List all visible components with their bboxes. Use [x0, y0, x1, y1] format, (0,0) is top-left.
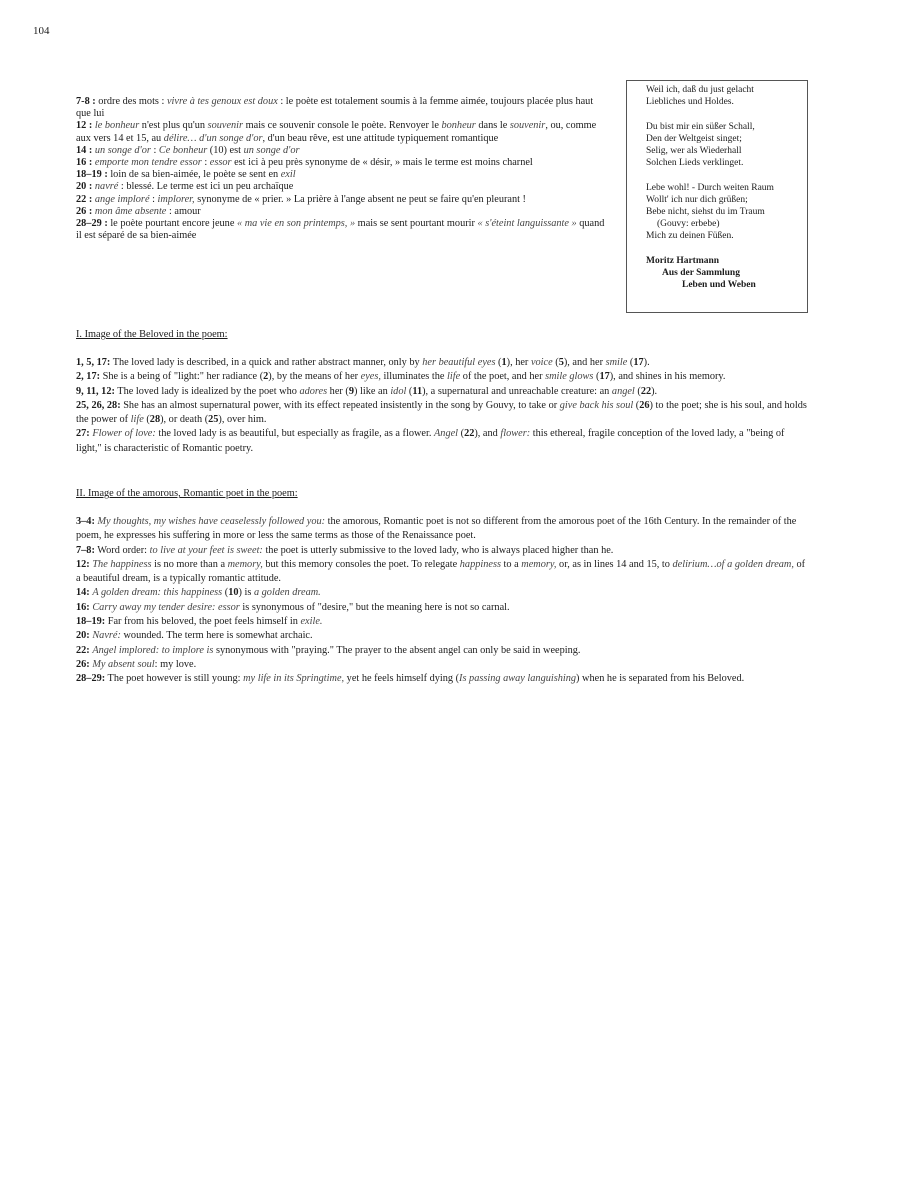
line-reference: 18–19:: [76, 616, 106, 628]
note-emphasis: life: [447, 371, 461, 383]
note-emphasis: le bonheur: [94, 120, 140, 132]
note-emphasis: Ce bonheur: [158, 144, 208, 156]
note-emphasis: A golden dream: this happiness: [92, 587, 223, 599]
section-heading-beloved: I. Image of the Beloved in the poem:: [76, 329, 228, 340]
note-emphasis: my life in its Springtime,: [243, 673, 345, 685]
note-emphasis: memory,: [521, 558, 557, 570]
line-number: 11: [412, 385, 423, 397]
poem-line: Den der Weltgeist singet;: [646, 133, 742, 144]
line-reference: 28–29 :: [76, 218, 108, 230]
line-reference: 14 :: [76, 144, 93, 156]
line-number: 17: [599, 371, 610, 383]
poem-author: Moritz Hartmann: [646, 255, 720, 266]
note: 1, 5, 17: The loved lady is described, in a quick and rather abstract manner, only by her beautiful eyes (1), her voice (5), and her smile (17).: [76, 357, 650, 368]
line-reference: 3–4:: [76, 516, 95, 527]
note: 16 : emporte mon tendre essor : essor est ici à peu près synonyme de « désir, » mais le terme est moins charnel: [76, 157, 533, 169]
line-reference: 26 :: [76, 205, 93, 217]
line-reference: 16:: [76, 601, 90, 613]
note-emphasis: The happiness: [92, 558, 152, 570]
line-reference: 12:: [76, 558, 90, 570]
note: 18–19 : loin de sa bien-aimée, le poète se sent en exil: [76, 169, 296, 181]
poem-stanza: [646, 182, 801, 243]
note: 9, 11, 12: The loved lady is idealized by the poet who adores her (9) like an idol (11), a supernatural and unreachable creature: an angel (22).: [76, 385, 658, 397]
line-reference: 22:: [76, 644, 90, 656]
poem-line: Mich zu deinen Füßen.: [646, 231, 734, 242]
note-emphasis: Flower of love:: [92, 428, 156, 440]
line-reference: 2, 17:: [76, 371, 101, 383]
note: 12 : le bonheur n'est plus qu'un souvenir mais ce souvenir console le poète. Renvoyer le bonheur dans le souvenir, ou, comme aux vers 14 et 15, au délire… d'un songe d'or, d'un beau rêve, est une attitude typiquement romantique: [76, 120, 597, 144]
line-number: 5: [558, 357, 564, 368]
note-emphasis: happiness: [459, 558, 501, 570]
note: 12: The happiness is no more than a memory, but this memory consoles the poet. To relegate happiness to a memory, or, as in lines 14 and 15, to delirium…of a golden dream, of a beautiful dream, is a typically romantic attitude.: [76, 558, 806, 585]
line-reference: 9, 11, 12:: [76, 385, 115, 397]
line-number: 25: [208, 414, 219, 426]
note-emphasis: voice: [530, 357, 553, 368]
line-reference: 22 :: [76, 193, 93, 205]
note: 16: Carry away my tender desire: essor is synonymous of "desire," but the meaning here is not so carnal.: [76, 601, 510, 613]
note-emphasis: My thoughts, my wishes have ceaselessly followed you:: [97, 516, 326, 527]
note-emphasis: un songe d'or: [243, 144, 300, 156]
note-emphasis: Navré:: [92, 630, 121, 642]
line-reference: 28–29:: [76, 673, 106, 685]
poem-stanza: [646, 84, 801, 108]
line-number: 9: [348, 385, 354, 397]
note-emphasis: navré: [94, 181, 119, 193]
line-reference: 7-8 :: [76, 96, 96, 107]
note: 20: Navré: wounded. The term here is somewhat archaic.: [76, 630, 313, 642]
french-notes: [76, 96, 606, 242]
line-reference: 26:: [76, 658, 90, 670]
page-number: 104: [33, 25, 50, 37]
note-emphasis: idol: [390, 385, 407, 397]
note-emphasis: eyes,: [360, 371, 381, 383]
note: 7-8 : ordre des mots : vivre à tes genoux est doux : le poète est totalement soumis à la femme aimée, toujours placée plus haut que lui: [76, 96, 594, 120]
note: 18–19: Far from his beloved, the poet feels himself in exile.: [76, 616, 323, 628]
note: 26 : mon âme absente : amour: [76, 205, 201, 217]
note-emphasis: My absent soul: [92, 658, 155, 670]
note: 2, 17: She is a being of "light:" her radiance (2), by the means of her eyes, illuminates the life of the poet, and her smile glows (17), and shines in his memory.: [76, 371, 726, 383]
poem-line: Liebliches und Holdes.: [646, 97, 734, 108]
poem-line-variant: (Gouvy: erbebe): [657, 219, 720, 230]
line-number: 22: [464, 428, 475, 440]
note-emphasis: flower:: [500, 428, 531, 440]
note-emphasis: Carry away my tender desire: essor: [92, 601, 240, 613]
note-emphasis: her beautiful eyes: [422, 357, 496, 368]
note-emphasis: Angel: [434, 428, 459, 440]
poem-line: Selig, wer als Wiederhall: [646, 146, 742, 156]
note: 22 : ange imploré : implorer, synonyme de « prier. » La prière à l'ange absent ne peut se faire qu'en pleurant !: [76, 193, 526, 205]
note-emphasis: bonheur: [441, 120, 476, 132]
poem-collection-label: Aus der Sammlung: [662, 268, 740, 278]
note: 28–29 : le poète pourtant encore jeune « ma vie en son printemps, » mais se sent pourtant mourir « s'éteint languissante » quand il est séparé de sa bien-aimée: [76, 218, 605, 242]
note-emphasis: « s'éteint languissante »: [477, 218, 577, 230]
poem-line: Bebe nicht, siehst du im Traum: [646, 207, 765, 217]
line-reference: 27:: [76, 428, 90, 440]
section-heading-poet: II. Image of the amorous, Romantic poet in the poem:: [76, 488, 298, 499]
note: 20 : navré : blessé. Le terme est ici un peu archaïque: [76, 181, 294, 193]
line-number: 1: [501, 357, 507, 368]
note-emphasis: exil: [280, 169, 296, 181]
line-number: 22: [640, 385, 652, 397]
line-reference: 18–19 :: [76, 169, 108, 181]
note-emphasis: smile glows: [545, 371, 594, 383]
line-reference: 20:: [76, 630, 90, 642]
line-reference: 1, 5, 17:: [76, 357, 111, 368]
note-emphasis: a golden dream.: [253, 587, 321, 599]
note-emphasis: « ma vie en son printemps, »: [236, 218, 356, 230]
note: 14: A golden dream: this happiness (10) is a golden dream.: [76, 587, 321, 599]
note-emphasis: mon âme absente: [94, 205, 167, 217]
line-reference: 7–8:: [76, 544, 95, 556]
note: 26: My absent soul: my love.: [76, 658, 197, 670]
line-reference: 20 :: [76, 181, 93, 193]
poet-notes: [76, 515, 810, 687]
note-emphasis: give back his soul: [559, 399, 634, 411]
note: 22: Angel implored: to implore is synonymous with "praying." The prayer to the absent angel can only be said in weeping.: [76, 644, 581, 656]
note-emphasis: adores: [299, 385, 328, 397]
poem-line: Weil ich, daß du just gelacht: [646, 85, 754, 95]
note-emphasis: Is passing away languishing: [459, 673, 577, 685]
note: 25, 26, 28: She has an almost supernatural power, with its effect repeated insistently in the song by Gouvy, to take or give back his soul (26) to the poet; she is his soul, and holds the power of life (28), or death (25), over him.: [76, 399, 807, 426]
beloved-notes: [76, 356, 810, 456]
line-number: 28: [149, 414, 161, 426]
note: 14 : un songe d'or : Ce bonheur (10) est un songe d'or: [76, 144, 300, 156]
poem-line: Du bist mir ein süßer Schall,: [646, 121, 755, 132]
note: 27: Flower of love: the loved lady is as beautiful, but especially as fragile, as a flower. Angel (22), and flower: this ethereal, fragile conception of the loved lady, a "being of light," is characteristic of Romantic poetry.: [76, 428, 785, 454]
note-emphasis: delirium…of a golden dream,: [672, 558, 794, 570]
note-emphasis: Angel implored: to implore is: [92, 644, 214, 656]
note-emphasis: vivre à tes genoux est doux: [166, 96, 278, 107]
note-emphasis: smile: [605, 357, 628, 368]
note-emphasis: emporte mon tendre essor: [94, 157, 202, 169]
note: 28–29: The poet however is still young: my life in its Springtime, yet he feels himself dying (Is passing away languishing) when he is separated from his Beloved.: [76, 673, 745, 685]
note-emphasis: souvenir: [509, 120, 546, 132]
poem-stanza: [646, 121, 801, 170]
line-number: 2: [263, 371, 269, 383]
note: 7–8: Word order: to live at your feet is sweet: the poet is utterly submissive to the loved lady, who is always placed higher than he.: [76, 544, 614, 556]
poem-collection-title: Leben und Weben: [682, 280, 756, 291]
line-reference: 14:: [76, 587, 90, 599]
line-number: 10: [228, 587, 239, 599]
line-reference: 25, 26, 28:: [76, 399, 121, 411]
note-emphasis: to live at your feet is sweet:: [149, 544, 263, 556]
note-emphasis: ange imploré: [94, 193, 150, 205]
poem-line: Wollt' ich nur dich grüßen;: [646, 194, 748, 205]
note-emphasis: life: [130, 414, 144, 426]
poem-line: Solchen Lieds verklinget.: [646, 158, 744, 169]
note-emphasis: implorer,: [157, 193, 195, 205]
poem-line: Lebe wohl! - Durch weiten Raum: [646, 182, 774, 193]
note-emphasis: angel: [611, 385, 635, 397]
note-emphasis: essor: [209, 157, 232, 169]
note-emphasis: souvenir: [207, 120, 244, 132]
line-number: 17: [633, 357, 644, 368]
note-emphasis: memory,: [227, 558, 263, 570]
line-reference: 12 :: [76, 120, 93, 132]
note: 3–4: My thoughts, my wishes have ceaselessly followed you: the amorous, Romantic poet is not so different from the amorous poet of the 16th Century. In the remainder of the poem, he expresses his suffering in more or less the same terms as those of the Renaissance poet.: [76, 516, 797, 542]
line-reference: 16 :: [76, 157, 93, 169]
note-emphasis: exile.: [300, 616, 323, 628]
poem-box: [626, 80, 808, 313]
line-number: 26: [639, 399, 650, 411]
note-emphasis: délire… d'un songe d'or: [163, 132, 263, 144]
note-emphasis: un songe d'or: [94, 144, 151, 156]
